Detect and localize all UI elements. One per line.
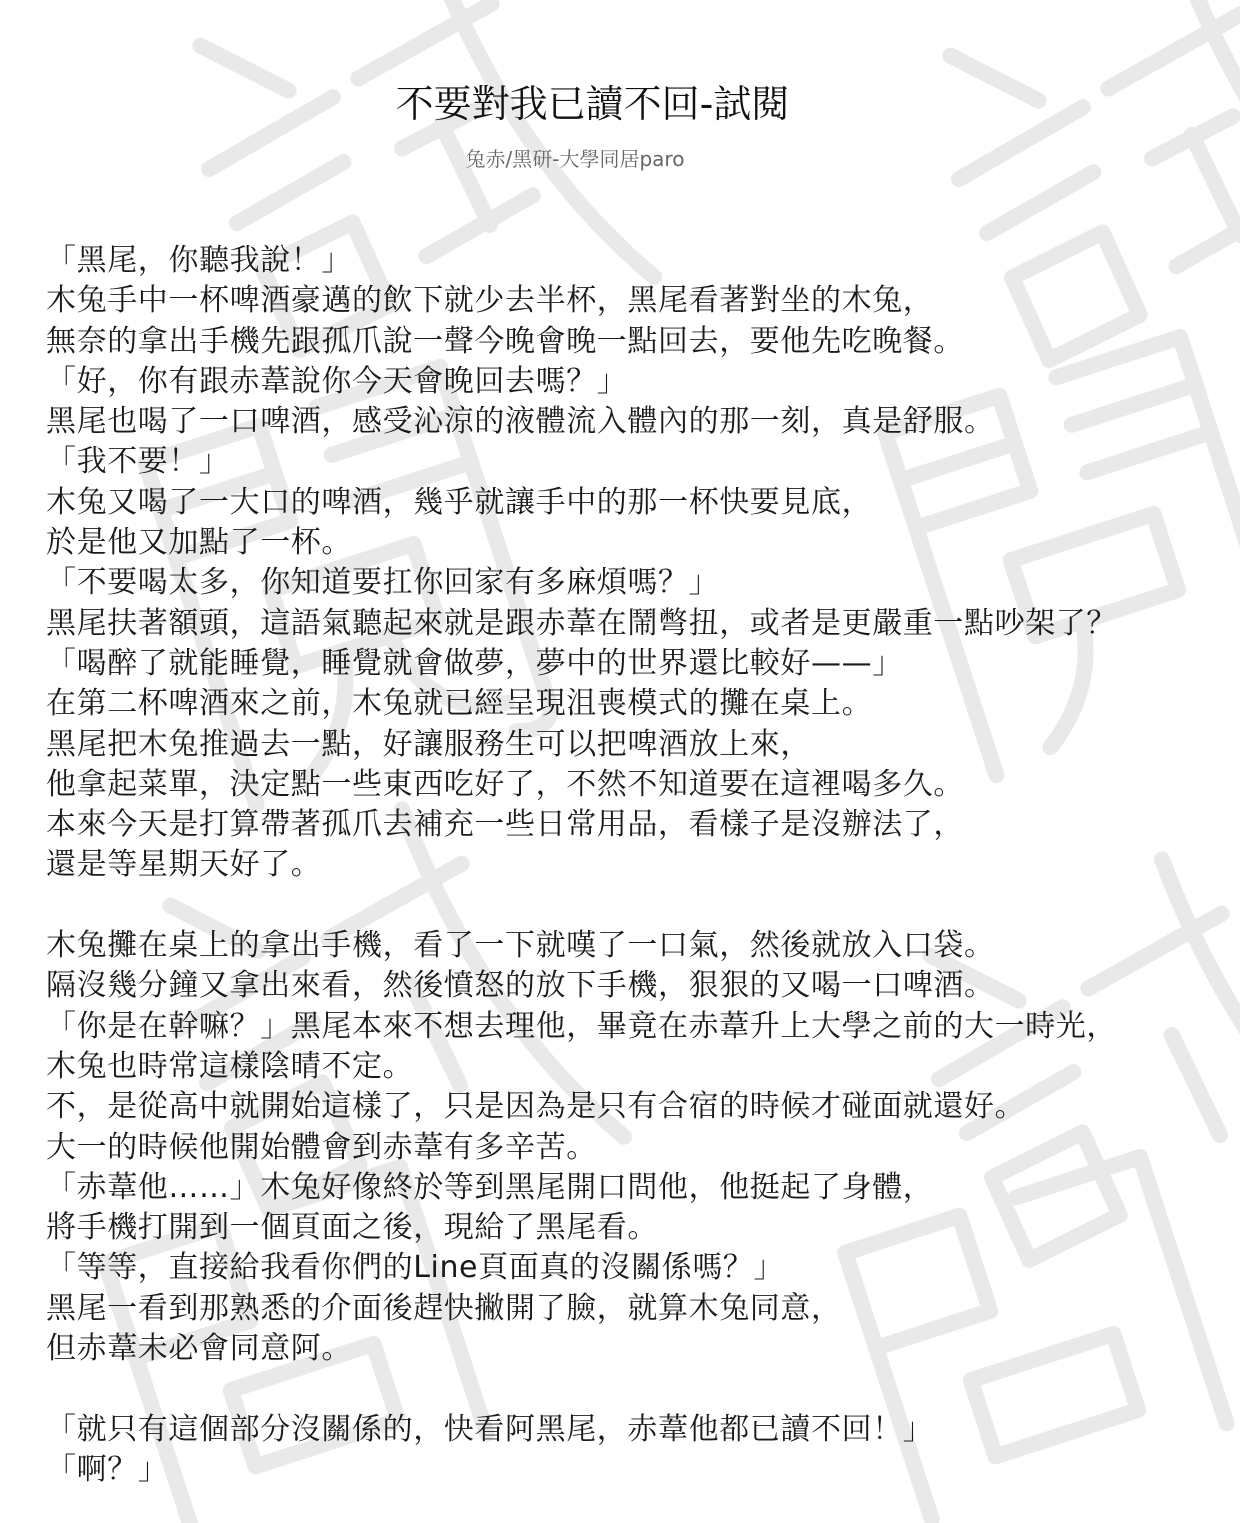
story-body <box>46 241 1226 1490</box>
text-line: 木兔手中一杯啤酒豪邁的飲下就少去半杯，黑尾看著對坐的木兔， <box>46 283 934 319</box>
text-line: 黑尾也喝了一口啤酒，感受沁涼的液體流入體內的那一刻，真是舒服。 <box>46 404 995 440</box>
text-line: 無奈的拿出手機先跟孤爪說一聲今晚會晚一點回去，要他先吃晚餐。 <box>46 323 964 359</box>
text-line: 「就只有這個部分沒關係的，快看阿黑尾，赤葦他都已讀不回！」 <box>46 1411 934 1447</box>
text-line: 但赤葦未必會同意阿。 <box>46 1331 352 1367</box>
text-line: 「你是在幹嘛？」黑尾本來不想去理他，畢竟在赤葦升上大學之前的大一時光， <box>46 1008 1117 1044</box>
document-subtitle: 兔赤/黑研-大學同居paro <box>465 147 685 171</box>
paragraph <box>46 926 1226 1369</box>
text-line: 在第二杯啤酒來之前，木兔就已經呈現沮喪模式的攤在桌上。 <box>46 686 873 722</box>
text-line: 「赤葦他……」木兔好像終於等到黑尾開口問他，他挺起了身體， <box>46 1169 934 1205</box>
paragraph <box>46 241 1226 886</box>
text-line: 將手機打開到一個頁面之後，現給了黑尾看。 <box>46 1210 658 1246</box>
paragraph-spacer <box>46 1369 1226 1409</box>
text-line: 黑尾一看到那熟悉的介面後趕快撇開了臉，就算木兔同意， <box>46 1290 842 1326</box>
text-line: 「啊？」 <box>46 1451 169 1487</box>
text-line: 木兔又喝了一大口的啤酒，幾乎就讓手中的那一杯快要見底， <box>46 484 873 520</box>
text-line: 「我不要！」 <box>46 444 230 480</box>
text-line: 「黑尾，你聽我說！」 <box>46 243 352 278</box>
text-line: 木兔也時常這樣陰晴不定。 <box>46 1048 414 1084</box>
text-line: 大一的時候他開始體會到赤葦有多辛苦。 <box>46 1129 597 1165</box>
text-line: 「喝醉了就能睡覺，睡覺就會做夢，夢中的世界還比較好——」 <box>46 645 903 681</box>
text-line: 黑尾把木兔推過去一點，好讓服務生可以把啤酒放上來， <box>46 726 811 762</box>
paragraph-spacer <box>46 886 1226 926</box>
text-line: 他拿起菜單，決定點一些東西吃好了，不然不知道要在這裡喝多久。 <box>46 766 964 802</box>
text-line: 不，是從高中就開始這樣了，只是因為是只有合宿的時候才碰面就還好。 <box>46 1089 1026 1125</box>
text-line: 本來今天是打算帶著孤爪去補充一些日常用品，看樣子是沒辦法了， <box>46 807 964 843</box>
text-line: 「好，你有跟赤葦說你今天會晚回去嗎？」 <box>46 363 628 399</box>
paragraph <box>46 1410 1226 1491</box>
text-line: 「不要喝太多，你知道要扛你回家有多麻煩嗎？」 <box>46 565 720 601</box>
text-line: 木兔攤在桌上的拿出手機，看了一下就嘆了一口氣，然後就放入口袋。 <box>46 928 995 964</box>
document-title: 不要對我已讀不回-試閱 <box>395 82 790 126</box>
text-line: 還是等星期天好了。 <box>46 847 322 883</box>
text-line: 「等等，直接給我看你們的Line頁面真的沒關係嗎？」 <box>46 1250 785 1286</box>
text-line: 黑尾扶著額頭，這語氣聽起來就是跟赤葦在鬧彆扭，或者是更嚴重一點吵架了？ <box>46 605 1117 641</box>
text-line: 隔沒幾分鐘又拿出來看，然後憤怒的放下手機，狠狠的又喝一口啤酒。 <box>46 968 995 1004</box>
text-line: 於是他又加點了一杯。 <box>46 525 352 561</box>
